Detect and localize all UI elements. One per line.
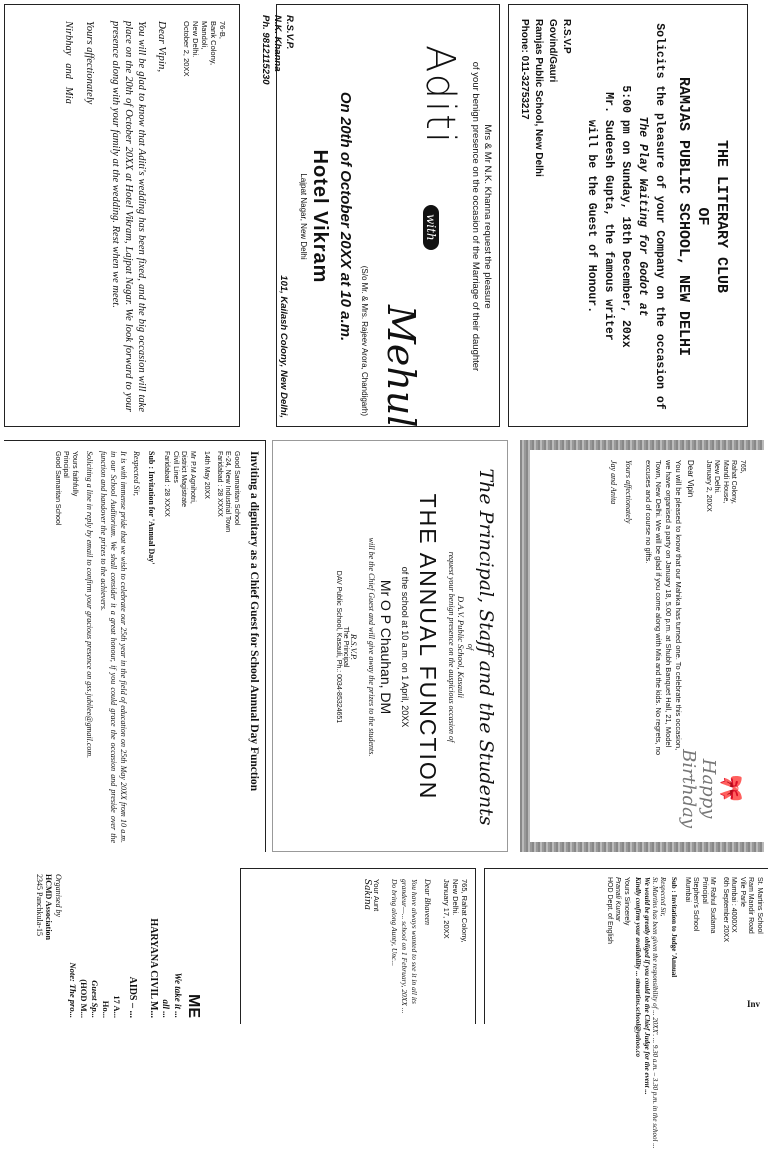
letter-address-1: 76-B, (218, 21, 227, 39)
bhaveen-closing: Your Aunt (372, 879, 381, 912)
club-solicit: Solicits the pleasure of your Company on the occasion of (653, 23, 666, 410)
annual-rsvp-school: DAV Public School, Kasauli, Ph.: 0034-85324651 (335, 570, 342, 724)
judge-address-3: Vile Parle (739, 877, 746, 907)
birthday-salutation: Dear Vipin (686, 460, 696, 498)
wedding-rsvp-name: N.K. Khanna (272, 15, 283, 72)
dignitary-letter-card (4, 440, 266, 852)
dignitary-body: It is with immense pride that we wish to celebrate our 25th year in the field of education on 25th May 20XX from 10 a.m. in our School Auditorium. We shall consider it a great honour, if you could grace the occasion and preside over the function and handover the prizes to the achievers. (99, 451, 128, 843)
judge-signature: Pranali Kumar (614, 877, 622, 922)
wedding-date: On 20th of October 20XX at 10 a.m. (337, 91, 354, 342)
dignitary-closing-3: Good Samaritan School (54, 451, 61, 526)
annual-guest-line: will be the Chief Guest and will give away the prizes to the students. (367, 537, 376, 757)
letter-address-2: Bank Colony, (209, 21, 218, 66)
birthday-closing: Yours affectionately (624, 460, 634, 524)
notice-organised: Organised by (54, 874, 63, 918)
wedding-venue: Hotel Vikram (309, 149, 331, 284)
club-title: THE LITERARY CLUB (713, 139, 730, 294)
birthday-address-3: Mandi House, (722, 460, 729, 504)
birthday-letter-card (520, 440, 764, 852)
birthday-date: January 2, 20XX (705, 460, 712, 512)
bhaveen-date: January 17, 20XX (442, 879, 451, 939)
dignitary-salutation: Respected Sir, (132, 451, 141, 496)
annual-function-card (272, 440, 508, 852)
greeting-birthday: Birthday (678, 749, 699, 828)
annual-event: THE ANNUAL FUNCTION (415, 493, 441, 801)
notice-line-5: 17 A... (112, 995, 122, 1018)
notice-line-6: Ho... (101, 1000, 111, 1018)
club-school: RAMJAS PUBLIC SCHOOL, NEW DELHI (675, 76, 692, 357)
greeting-happy: Happy (698, 758, 719, 819)
bhaveen-address-1: 765, Rahat Colony, (460, 879, 469, 943)
notice-line-9: Note: The pro... (68, 962, 78, 1018)
notice-line-7: Guest Sp... (90, 980, 100, 1018)
dignitary-address-1: Good Samaritan School (233, 451, 240, 526)
letter-address-3: Mandoli, (200, 21, 209, 50)
birthday-body: You will be pleased to know that our Mahika has turned one. To celebrate this occasion, we have organised a party on January 18, 5.00 p.m. at Shubh Banquet Hall, 21, Model Town, New Delhi. We will be glad if you come along with Mia and the kids. No regrets, no excuses and of course no gifts. (644, 460, 684, 756)
judge-heading-fragment: Inv (747, 999, 761, 1009)
notice-card (0, 868, 232, 1024)
dignitary-to-1: Mr P.M Agnihotri, (189, 451, 196, 504)
dignitary-closing-1: Yours faithfully (71, 451, 78, 497)
letter-body: You will be glad to know that Aditi's wedding has been fixed, and the big occasion will take place on the 20th of October 20XX at Hotel Vikram, Lajpat Nagar. We look forward to your presence along with your family at the wedding. Rest when we meet. (110, 21, 147, 412)
bottom-decorative-border (520, 842, 764, 852)
club-rsvp: R.S.V.P (561, 19, 572, 54)
notice-line-4: AIDS – ... (127, 976, 138, 1018)
club-title-of: OF (694, 207, 711, 226)
judge-salutation: Respected Sir, (659, 877, 668, 917)
judge-invitation-card (484, 868, 768, 1149)
letter-salutation: Dear Vipin, (156, 21, 168, 73)
dignitary-to-2: District Magistrate (180, 451, 188, 508)
judge-body-2: We would be greatly obliged if you could be the Chief Judge for the event ... (643, 877, 651, 1095)
annual-guest: Mr O P Chauhan, DM (378, 579, 394, 715)
wedding-venue-place: Lajpat Nagar, New Delhi (299, 173, 308, 260)
bhaveen-body: You have always wanted to see it in all its grandeur—... school on 1 February, 20XX ... Do bring along Aunty, Unc... (390, 879, 419, 1014)
judge-subject: Sub : Invitation to Judge 'Annual (670, 877, 679, 978)
wedding-address: 101, Kailash Colony, New Delhi, (278, 275, 289, 418)
dignitary-subject: Sub : Invitation for 'Annual Day' (147, 451, 156, 565)
annual-request: request your benign presence on the auspicious occasion of (447, 551, 456, 743)
notice-org-name: HCMD Association (44, 874, 54, 940)
judge-address-1: St. Martins School (756, 877, 763, 934)
letter-date: October 2, 20XX (182, 21, 191, 77)
judge-body-3: Kindly confirm your availability ... stmartins.school@yahoo.co (634, 877, 643, 1058)
club-honour: will be the Guest of Honour. (585, 119, 598, 314)
judge-to-4: Mumbai (684, 877, 691, 902)
notice-title: ME (185, 994, 202, 1018)
wedding-intro: Mrs & Mr N.K. Khanna request the pleasure (482, 124, 493, 309)
bhaveen-signature: Sakina (362, 879, 372, 911)
letter-address-4: New Delhi. (191, 21, 200, 58)
wedding-rsvp: R.S.V.P. (284, 15, 295, 50)
notice-line-2: all ... (161, 999, 171, 1018)
judge-date: 6th September 20XX (722, 877, 729, 942)
letter-names: Nirbhay and Mia (63, 21, 74, 104)
annual-event-line: of the school at 10 a.m. on 1 April, 20XX (400, 566, 410, 728)
dignitary-to-4: Faridabad : 28 XXXX (163, 451, 171, 517)
letter-closing: Yours affectionately (84, 21, 95, 105)
groom-parents: (S/o Mr. & Mrs. Rajeev Arora, Chandigarh) (360, 265, 369, 416)
notice-org-address: 2345 Panchkula-15 (35, 874, 44, 936)
dignitary-body-2: Soliciting a line in reply by email to confirm your gracious presence on gss.jubilee@gmail.com. (85, 451, 94, 759)
birthday-address-1: 765, (739, 460, 746, 474)
dignitary-date: 14th May 20XX (203, 451, 211, 499)
judge-address-4: Mumbai : 4000XX (730, 877, 738, 933)
annual-rsvp: R.S.V.P. (349, 633, 359, 661)
birthday-address-4: New Delhi. (713, 460, 721, 494)
with-badge: with (423, 205, 439, 250)
club-rsvp-phone: Phone: 011-32753217 (519, 19, 530, 120)
judge-to-1: Mr Rahul Sudama (709, 877, 717, 934)
wedding-rsvp-phone: Ph. 9812115230 (260, 15, 271, 85)
notice-line-3: HARYANA CIVIL M... (148, 918, 159, 1018)
annual-rsvp-by: The Principal (342, 626, 349, 668)
annual-of: of (466, 643, 475, 651)
judge-to-3: Stephen's School (692, 877, 700, 932)
dignitary-address-3: Faridabad : 28 XXXX (216, 451, 223, 517)
club-play: The Play Waiting for Godot at (636, 116, 649, 317)
bhaveen-letter-card (240, 868, 476, 1024)
judge-closing-3: HOD Dept. of English (606, 877, 613, 944)
wedding-invitation-card (260, 4, 500, 428)
club-guest: Mr. Sudeesh Gupta, the famous writer (602, 92, 615, 341)
club-rsvp-school: Ramjas Public School, New Delhi (533, 19, 544, 177)
birthday-address-2: Rahat Colony, (730, 460, 738, 504)
dignitary-closing-2: Principal (62, 451, 70, 478)
club-time: 5:00 pm on Sunday, 18th December, 20xx (619, 85, 632, 348)
left-decorative-border (520, 440, 530, 852)
club-rsvp-name: Govind/Gauri (547, 19, 558, 83)
dignitary-to-3: Civil Lines (172, 451, 179, 483)
annual-school: D.A.V. Public School, Kasauli (456, 595, 466, 699)
bow-icon: 🎀 (719, 774, 744, 803)
judge-closing-1: Yours Sincerely (623, 877, 630, 926)
judge-to-2: Principal (701, 877, 708, 904)
birthday-names: Jay and Anita (609, 460, 619, 505)
bride-name: Aditi (417, 45, 463, 145)
bhaveen-address-2: New Delhi. (451, 879, 460, 916)
bhaveen-salutation: Dear Bhaveen (423, 879, 432, 925)
judge-address-2: Ram Mandir Road (747, 877, 755, 934)
annual-script-title: The Principal, Staff and the Students (475, 468, 497, 826)
top-decorative-border (520, 440, 764, 450)
notice-line-8: (HOD M... (79, 979, 89, 1018)
wedding-intro-2: of your benign presence on the occasion of the Marriage of their daughter (470, 61, 481, 372)
dignitary-heading: Inviting a dignitary as a Chief Guest for School Annual Day Function (248, 451, 260, 792)
notice-line-1: We take it ... (173, 972, 183, 1018)
dignitary-address-2: E-24, New Industrial Town (224, 451, 232, 533)
wedding-letter-card (4, 4, 240, 427)
groom-name: Mehul (379, 305, 423, 428)
happy-birthday-graphic (678, 749, 744, 828)
literary-club-card (508, 4, 748, 427)
judge-body: St. Martins has been given the responsibility of ... 20XX'. ... 9.30 a.m. – 3.30 p.m. in the school ... (651, 877, 660, 1149)
